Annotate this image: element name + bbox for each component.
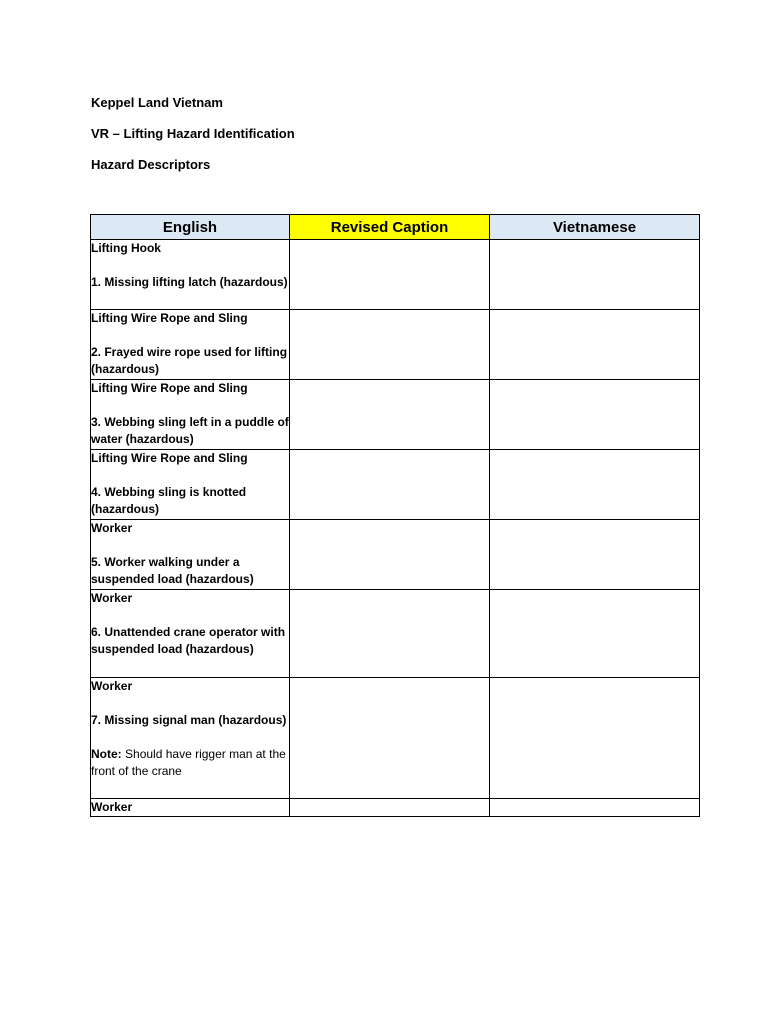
- revised-caption-cell[interactable]: [290, 678, 490, 799]
- table-row: [91, 450, 700, 520]
- english-cell: [91, 590, 290, 678]
- section-heading: Hazard Descriptors: [91, 157, 211, 172]
- hazard-item: 2. Frayed wire rope used for lifting (hazardous): [91, 345, 288, 376]
- revised-caption-cell[interactable]: [290, 520, 490, 590]
- hazard-note: [91, 746, 289, 780]
- table-row: [91, 520, 700, 590]
- english-cell: [91, 799, 290, 817]
- hazard-item: 5. Worker walking under a suspended load (hazardous): [91, 555, 254, 586]
- english-cell: [91, 240, 290, 310]
- english-cell: [91, 310, 290, 380]
- english-cell: [91, 520, 290, 590]
- english-cell: [91, 380, 290, 450]
- hazard-category: Worker: [91, 679, 133, 693]
- vietnamese-cell[interactable]: [490, 678, 700, 799]
- revised-caption-cell[interactable]: [290, 799, 490, 817]
- table-row: [91, 310, 700, 380]
- hazard-item: 4. Webbing sling is knotted (hazardous): [91, 485, 247, 516]
- revised-caption-cell[interactable]: [290, 590, 490, 678]
- table-row: [91, 678, 700, 799]
- hazard-category: Lifting Wire Rope and Sling: [91, 381, 248, 395]
- hazard-category: Lifting Hook: [91, 241, 161, 255]
- hazard-item: 3. Webbing sling left in a puddle of water (hazardous): [91, 415, 289, 446]
- table-row: [91, 590, 700, 678]
- revised-caption-cell[interactable]: [290, 240, 490, 310]
- hazard-descriptors-table: [90, 214, 700, 817]
- hazard-item: 7. Missing signal man (hazardous): [91, 713, 287, 727]
- hazard-category: Lifting Wire Rope and Sling: [91, 311, 248, 325]
- table-row: [91, 380, 700, 450]
- vietnamese-cell[interactable]: [490, 380, 700, 450]
- hazard-category: Worker: [91, 521, 133, 535]
- revised-caption-cell[interactable]: [290, 310, 490, 380]
- revised-caption-cell[interactable]: [290, 380, 490, 450]
- table-header-row: [91, 215, 700, 240]
- english-cell: [91, 678, 290, 799]
- hazard-category: Worker: [91, 591, 133, 605]
- vietnamese-cell[interactable]: [490, 799, 700, 817]
- header-revised-caption: Revised Caption: [290, 215, 490, 240]
- document-title: Keppel Land Vietnam: [91, 95, 223, 110]
- note-label: Note:: [91, 747, 122, 761]
- table-row: [91, 799, 700, 817]
- vietnamese-cell[interactable]: [490, 590, 700, 678]
- vietnamese-cell[interactable]: [490, 450, 700, 520]
- revised-caption-cell[interactable]: [290, 450, 490, 520]
- document-subtitle: VR – Lifting Hazard Identification: [91, 126, 295, 141]
- vietnamese-cell[interactable]: [490, 240, 700, 310]
- hazard-category: Worker: [91, 800, 133, 814]
- table-row: [91, 240, 700, 310]
- note-text: Should have rigger man at the front of the crane: [91, 747, 286, 778]
- header-vietnamese: Vietnamese: [490, 215, 700, 240]
- vietnamese-cell[interactable]: [490, 310, 700, 380]
- english-cell: [91, 450, 290, 520]
- hazard-category: Lifting Wire Rope and Sling: [91, 451, 248, 465]
- hazard-item: 6. Unattended crane operator with suspended load (hazardous): [91, 625, 286, 656]
- hazard-item: 1. Missing lifting latch (hazardous): [91, 275, 288, 289]
- header-english: English: [91, 215, 290, 240]
- vietnamese-cell[interactable]: [490, 520, 700, 590]
